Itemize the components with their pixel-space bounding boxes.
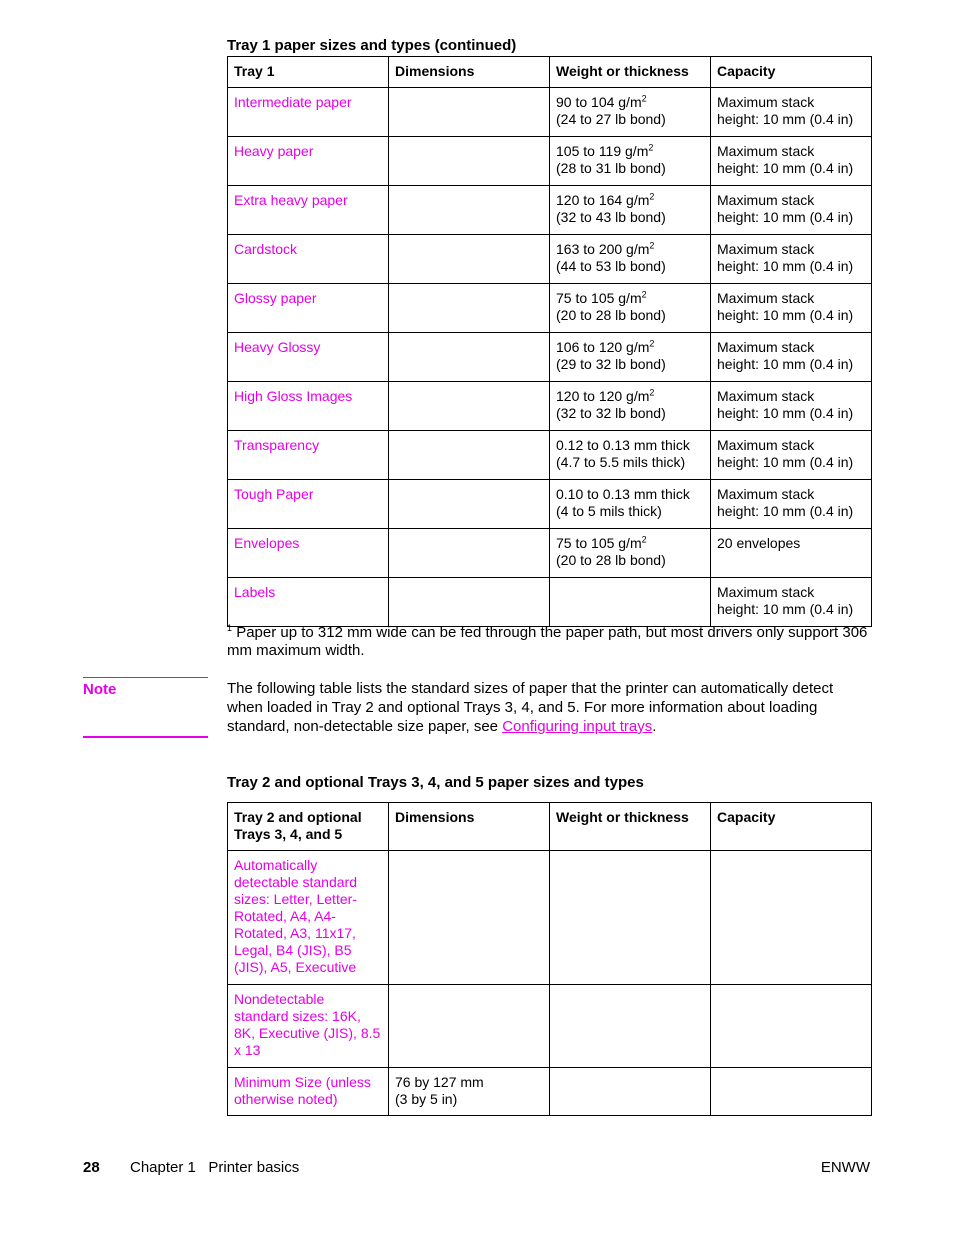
capacity-cell [711,382,872,431]
table-row [228,431,872,480]
weight-cell [550,88,711,137]
table-row [228,88,872,137]
table2-caption: Tray 2 and optional Trays 3, 4, and 5 paper sizes and types [227,774,644,791]
weight-superscript: 2 [641,289,647,300]
header-capacity: Capacity [711,57,872,88]
paper-size-cell [228,985,389,1068]
weight-cell [550,235,711,284]
capacity-line1: Maximum stack [717,290,815,306]
table1-caption: Tray 1 paper sizes and types (continued) [227,37,517,54]
dimensions-cell [389,88,550,137]
capacity-line2: height: 10 mm (0.4 in) [717,160,854,176]
weight-cell [550,1068,711,1116]
weight-line1: 75 to 105 g/m [556,290,642,306]
paper-type-cell [228,578,389,627]
capacity-line1: Maximum stack [717,437,815,453]
note-label: Note [83,681,117,698]
footnote-text: Paper up to 312 mm wide can be fed through the paper path, but most drivers only support 306 mm maximum width. [227,624,868,659]
weight-cell [550,578,711,627]
dimensions-line1: 76 by 127 mm [395,1074,484,1090]
paper-size-cell [228,1068,389,1116]
capacity-line2: height: 10 mm (0.4 in) [717,405,854,421]
capacity-cell [711,851,872,985]
capacity-line2: height: 10 mm (0.4 in) [717,356,854,372]
dimensions-cell [389,1068,550,1116]
dimensions-cell [389,431,550,480]
dimensions-cell [389,382,550,431]
paper-size-cell [228,851,389,985]
note-end: . [652,718,657,735]
weight-line2: (29 to 32 lb bond) [556,356,666,372]
footnote [227,624,877,660]
paper-type-link[interactable]: Transparency [234,437,320,453]
paper-type-cell [228,480,389,529]
weight-cell [550,431,711,480]
header-weight: Weight or thickness [550,57,711,88]
table-row [228,985,872,1068]
dimensions-cell [389,137,550,186]
paper-type-link[interactable]: Heavy Glossy [234,339,321,355]
weight-line1: 120 to 164 g/m [556,192,650,208]
capacity-line1: Maximum stack [717,339,815,355]
weight-line2: (4.7 to 5.5 mils thick) [556,454,686,470]
weight-superscript: 2 [649,240,655,251]
footnote-marker: 1 [227,623,233,633]
capacity-line1: Maximum stack [717,94,815,110]
header-tray2: Tray 2 and optional Trays 3, 4, and 5 [228,803,389,851]
weight-line2: (32 to 32 lb bond) [556,405,666,421]
capacity-line1: 20 envelopes [717,535,801,551]
capacity-line1: Maximum stack [717,241,815,257]
weight-cell [550,480,711,529]
dimensions-cell [389,186,550,235]
note-bottom-rule [83,736,208,738]
paper-type-cell [228,382,389,431]
weight-cell [550,382,711,431]
capacity-line2: height: 10 mm (0.4 in) [717,454,854,470]
weight-line1: 105 to 119 g/m [556,143,649,159]
dimensions-cell [389,578,550,627]
capacity-cell [711,480,872,529]
dimensions-cell [389,529,550,578]
capacity-line2: height: 10 mm (0.4 in) [717,503,854,519]
weight-superscript: 2 [649,338,655,349]
capacity-cell [711,578,872,627]
table-row [228,284,872,333]
table-row [228,137,872,186]
weight-line2: (28 to 31 lb bond) [556,160,666,176]
capacity-cell [711,333,872,382]
paper-type-link[interactable]: Cardstock [234,241,298,257]
capacity-line1: Maximum stack [717,192,815,208]
table-row [228,851,872,985]
weight-cell [550,985,711,1068]
weight-line1: 163 to 200 g/m [556,241,650,257]
paper-type-cell [228,235,389,284]
capacity-cell [711,284,872,333]
capacity-cell [711,529,872,578]
table-row [228,480,872,529]
header-weight: Weight or thickness [550,803,711,851]
paper-type-cell [228,137,389,186]
capacity-line2: height: 10 mm (0.4 in) [717,209,854,225]
weight-cell [550,529,711,578]
dimensions-cell [389,851,550,985]
capacity-line1: Maximum stack [717,143,815,159]
header-dimensions: Dimensions [389,803,550,851]
paper-type-cell [228,186,389,235]
weight-line1: 106 to 120 g/m [556,339,650,355]
tray2-table [227,802,872,1116]
weight-superscript: 2 [641,93,647,104]
table-row [228,186,872,235]
paper-type-link[interactable]: Tough Paper [234,486,314,502]
weight-line2: (24 to 27 lb bond) [556,111,666,127]
paper-type-link[interactable]: Extra heavy paper [234,192,348,208]
capacity-cell [711,985,872,1068]
capacity-line2: height: 10 mm (0.4 in) [717,307,854,323]
paper-type-link[interactable]: Labels [234,584,276,600]
capacity-line1: Maximum stack [717,388,815,404]
capacity-cell [711,431,872,480]
weight-cell [550,186,711,235]
table-row [228,529,872,578]
capacity-line2: height: 10 mm (0.4 in) [717,111,854,127]
paper-type-link[interactable]: Intermediate paper [234,94,352,110]
note-top-rule [83,677,208,678]
dimensions-cell [389,985,550,1068]
capacity-cell [711,88,872,137]
capacity-cell [711,137,872,186]
tray2-table-body [228,851,872,1116]
table-row [228,235,872,284]
table-row [228,382,872,431]
weight-superscript: 2 [649,191,655,202]
weight-line2: (20 to 28 lb bond) [556,552,666,568]
table-row [228,1068,872,1116]
capacity-cell [711,1068,872,1116]
footer-right: ENWW [820,1159,870,1176]
weight-line1: 90 to 104 g/m [556,94,642,110]
table-row [228,578,872,627]
dimensions-cell [389,284,550,333]
paper-type-cell [228,529,389,578]
weight-line2: (44 to 53 lb bond) [556,258,666,274]
header-dimensions: Dimensions [389,57,550,88]
page-number: 28 [83,1159,100,1176]
paper-type-cell [228,431,389,480]
dimensions-cell [389,333,550,382]
note-body: The following table lists the standard sizes of paper that the printer can automatically detect when loaded in Tray 2 and optional Trays 3, 4, and 5. For more information about loading standard, non-detectable size paper, see [227,680,834,735]
weight-cell [550,851,711,985]
dimensions-cell [389,235,550,284]
chapter-title: Chapter 1 Printer basics [130,1159,300,1176]
header-tray: Tray 1 [228,57,389,88]
capacity-line1: Maximum stack [717,584,815,600]
weight-line1: 0.10 to 0.13 mm thick [556,486,690,502]
weight-line1: 0.12 to 0.13 mm thick [556,437,690,453]
paper-type-link[interactable]: Heavy paper [234,143,314,159]
weight-cell [550,137,711,186]
paper-type-cell [228,88,389,137]
weight-superscript: 2 [649,387,655,398]
weight-line2: (32 to 43 lb bond) [556,209,666,225]
capacity-line1: Maximum stack [717,486,815,502]
paper-size-link[interactable]: Minimum Size (unless otherwise noted) [234,1074,371,1107]
dimensions-cell [389,480,550,529]
weight-line2: (20 to 28 lb bond) [556,307,666,323]
weight-cell [550,333,711,382]
capacity-cell [711,186,872,235]
dimensions-line2: (3 by 5 in) [395,1091,458,1107]
weight-line2: (4 to 5 mils thick) [556,503,662,519]
capacity-cell [711,235,872,284]
paper-size-link[interactable]: Nondetectable standard sizes: 16K, 8K, Executive (JIS), 8.5 x 13 [234,991,381,1058]
paper-size-link[interactable]: Automatically detectable standard sizes: Letter, Letter-Rotated, A4, A4-Rotated, A3, 11x17, Legal, B4 (JIS), B5 (JIS), A5, Executive [234,857,357,975]
table-row [228,333,872,382]
configuring-input-trays-link[interactable]: Configuring input trays [502,718,653,735]
paper-type-link[interactable]: Glossy paper [234,290,317,306]
paper-type-cell [228,333,389,382]
capacity-line2: height: 10 mm (0.4 in) [717,258,854,274]
paper-type-cell [228,284,389,333]
weight-line1: 120 to 120 g/m [556,388,650,404]
weight-superscript: 2 [648,142,654,153]
paper-type-link[interactable]: High Gloss Images [234,388,353,404]
weight-line1: 75 to 105 g/m [556,535,642,551]
tray1-table-body [228,88,872,627]
note-text [227,679,867,736]
tray1-table [227,56,872,627]
paper-type-link[interactable]: Envelopes [234,535,300,551]
capacity-line2: height: 10 mm (0.4 in) [717,601,854,617]
header-capacity: Capacity [711,803,872,851]
weight-cell [550,284,711,333]
weight-superscript: 2 [641,534,647,545]
